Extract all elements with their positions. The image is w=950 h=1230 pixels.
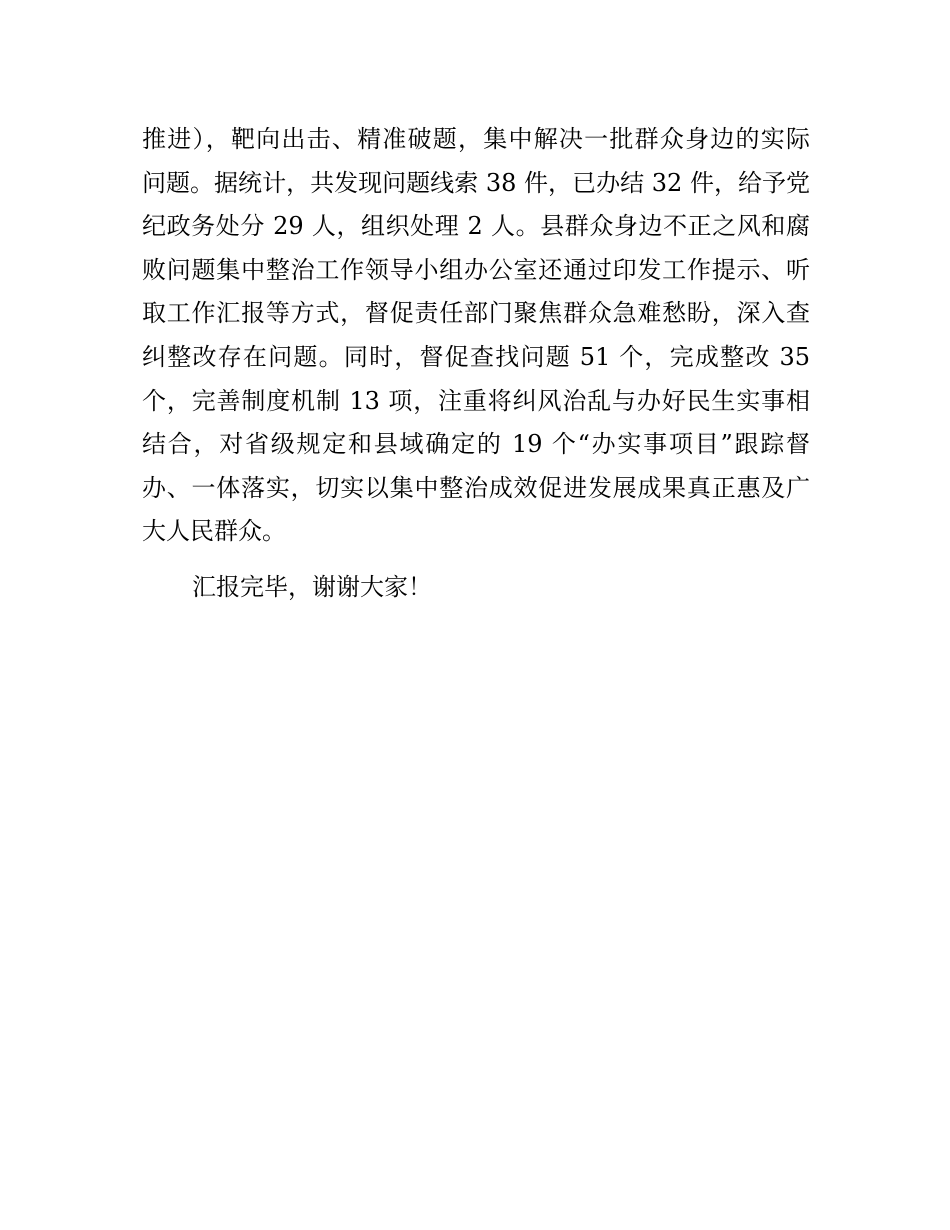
paragraph-line: 纠整改存在问题。同时，督促查找问题 51 个，完成整改 35 [142, 342, 810, 371]
paragraph-gap [142, 554, 810, 566]
document-body [142, 118, 810, 610]
paragraph-line: 办、一体落实，切实以集中整治成效促进发展成果真正惠及广 [142, 473, 810, 502]
paragraph-line: 问题。据统计，共发现问题线索 38 件，已办结 32 件，给予党 [142, 168, 810, 197]
paragraph-line: 大人民群众。 [142, 517, 286, 546]
paragraph-line: 个，完善制度机制 13 项，注重将纠风治乱与办好民生实事相 [142, 386, 810, 415]
paragraph-line: 纪政务处分 29 人，组织处理 2 人。县群众身边不正之风和腐 [142, 212, 810, 241]
paragraph-line: 败问题集中整治工作领导小组办公室还通过印发工作提示、听 [142, 255, 810, 284]
paragraph-line: 结合，对省级规定和县域确定的 19 个“办实事项目”跟踪督 [142, 430, 810, 459]
paragraph-line: 推进），靶向出击、精准破题，集中解决一批群众身边的实际 [142, 125, 810, 153]
paragraph-line: 取工作汇报等方式，督促责任部门聚焦群众急难愁盼，深入查 [142, 299, 810, 328]
closing-remark: 汇报完毕，谢谢大家！ [192, 572, 432, 601]
